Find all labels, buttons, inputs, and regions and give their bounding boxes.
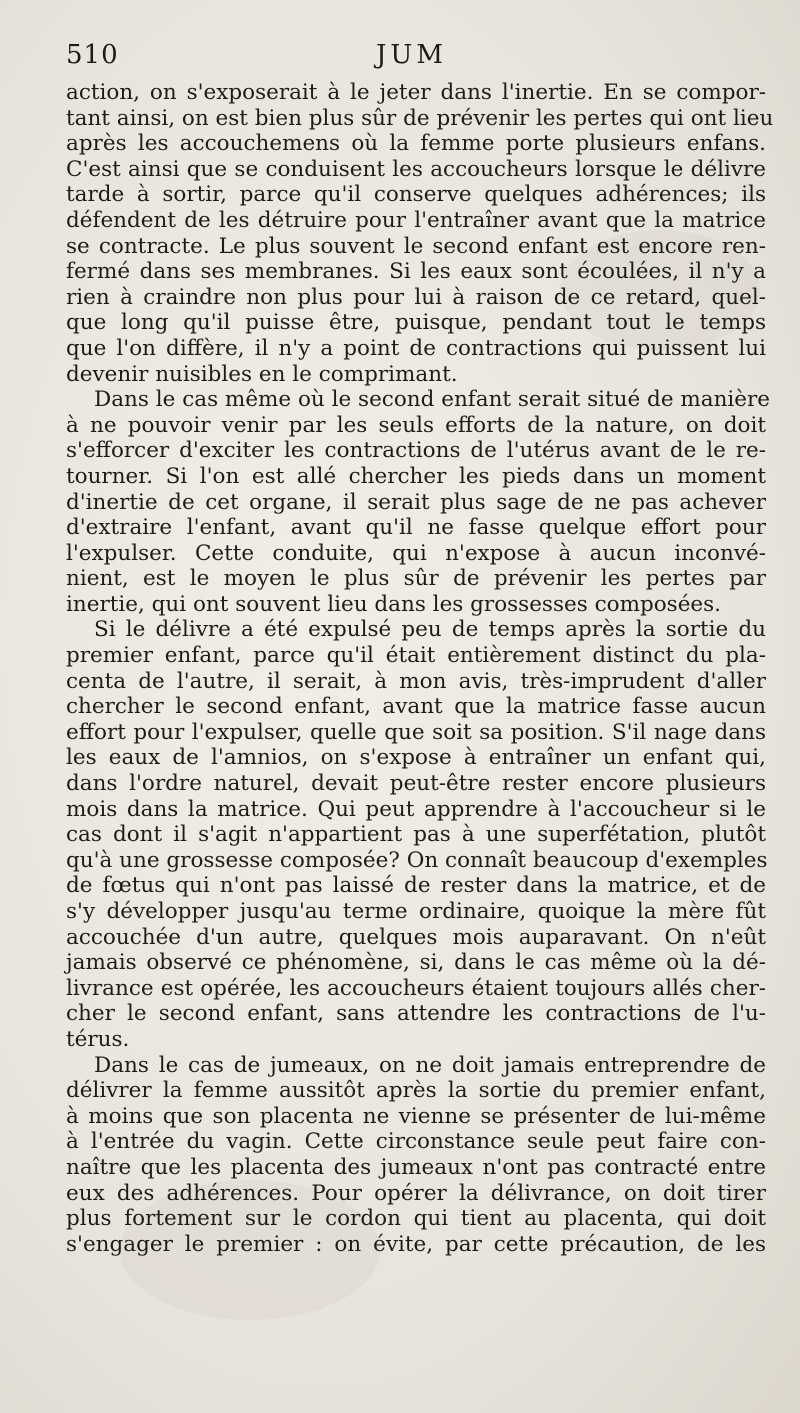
text-line: centa de l'autre, il serait, à mon avis, très-imprudent d'aller: [66, 668, 766, 694]
text-line: premier enfant, parce qu'il était entièrement distinct du pla-: [66, 643, 766, 669]
text-line: C'est ainsi que se conduisent les accoucheurs lorsque le délivre: [66, 156, 766, 182]
text-line: naître que les placenta des jumeaux n'ont pas contracté entre: [66, 1154, 766, 1180]
text-line: inertie, qui ont souvent lieu dans les grossesses composées.: [66, 591, 722, 617]
text-line: accouchée d'un autre, quelques mois auparavant. On n'eût: [66, 924, 766, 950]
text-line: s'y développer jusqu'au terme ordinaire, quoique la mère fût: [66, 899, 766, 924]
running-head: JUM: [376, 40, 447, 70]
paragraph: [66, 80, 774, 387]
text-line: les eaux de l'amnios, on s'expose à entraîner un enfant qui,: [66, 745, 766, 771]
text-line: à moins que son placenta ne vienne se présenter de lui-même: [66, 1103, 766, 1129]
text-line: mois dans la matrice. Qui peut apprendre à l'accoucheur si le: [66, 796, 766, 822]
text-line: cas dont il s'agit n'appartient pas à une superfétation, plutôt: [66, 822, 766, 848]
text-line: que long qu'il puisse être, puisque, pendant tout le temps: [66, 310, 766, 336]
text-line: tant ainsi, on est bien plus sûr de prévenir les pertes qui ont lieu: [66, 105, 774, 131]
text-line: à l'entrée du vagin. Cette circonstance seule peut faire con-: [66, 1129, 766, 1155]
text-line: d'extraire l'enfant, avant qu'il ne fasse quelque effort pour: [66, 515, 766, 541]
text-line: l'expulser. Cette conduite, qui n'expose à aucun inconvé-: [66, 540, 766, 566]
text-line: qu'à une grossesse composée? On connaît beaucoup d'exemples: [66, 847, 768, 873]
text-line: tarde à sortir, parce qu'il conserve quelques adhérences; ils: [66, 182, 766, 208]
text-line: fermé dans ses membranes. Si les eaux sont écoulées, il n'y a: [66, 259, 766, 285]
text-line: Si le délivre a été expulsé peu de temps après la sortie du: [94, 617, 766, 643]
text-line: chercher le second enfant, avant que la matrice fasse aucun: [66, 694, 766, 720]
text-line: action, on s'exposerait à le jeter dans l'inertie. En se compor-: [66, 80, 766, 105]
text-line: jamais observé ce phénomène, si, dans le cas même où la dé-: [66, 950, 766, 976]
text-line: rien à craindre non plus pour lui à raison de ce retard, quel-: [66, 284, 766, 310]
body-text: [66, 80, 774, 1257]
text-line: se contracte. Le plus souvent le second enfant est encore ren-: [66, 233, 766, 259]
text-line: devenir nuisibles en le comprimant.: [66, 361, 458, 387]
paragraph: [66, 1053, 766, 1258]
text-line: à ne pouvoir venir par les seuls efforts de la nature, on doit: [66, 412, 766, 438]
text-line: livrance est opérée, les accoucheurs étaient toujours allés cher-: [66, 975, 766, 1001]
text-line: Dans le cas même où le second enfant serait situé de manière: [94, 387, 771, 413]
text-line: nient, est le moyen le plus sûr de prévenir les pertes par: [66, 566, 766, 592]
text-line: cher le second enfant, sans attendre les contractions de l'u-: [66, 1001, 766, 1027]
text-line: térus.: [66, 1026, 130, 1052]
text-line: eux des adhérences. Pour opérer la délivrance, on doit tirer: [66, 1180, 766, 1206]
paragraph: [66, 387, 771, 617]
text-line: s'efforcer d'exciter les contractions de l'utérus avant de le re-: [66, 438, 766, 464]
text-line: Dans le cas de jumeaux, on ne doit jamais entreprendre de: [94, 1052, 766, 1078]
text-line: plus fortement sur le cordon qui tient au placenta, qui doit: [66, 1206, 766, 1232]
text-line: s'engager le premier : on évite, par cette précaution, de les: [66, 1231, 766, 1257]
page-header: [66, 40, 766, 80]
text-line: après les accouchemens où la femme porte plusieurs enfans.: [66, 131, 766, 157]
text-line: de fœtus qui n'ont pas laissé de rester dans la matrice, et de: [66, 873, 766, 899]
paragraph: [66, 617, 766, 1052]
text-line: délivrer la femme aussitôt après la sortie du premier enfant,: [66, 1078, 766, 1104]
text-line: dans l'ordre naturel, devait peut-être rester encore plusieurs: [66, 771, 766, 797]
text-line: effort pour l'expulser, quelle que soit sa position. S'il nage dans: [66, 719, 766, 745]
text-line: d'inertie de cet organe, il serait plus sage de ne pas achever: [66, 489, 766, 515]
text-line: que l'on diffère, il n'y a point de contractions qui puissent lui: [66, 335, 766, 361]
text-line: défendent de les détruire pour l'entraîner avant que la matrice: [66, 207, 766, 233]
page-number: 510: [66, 40, 119, 70]
text-line: tourner. Si l'on est allé chercher les pieds dans un moment: [66, 463, 766, 489]
